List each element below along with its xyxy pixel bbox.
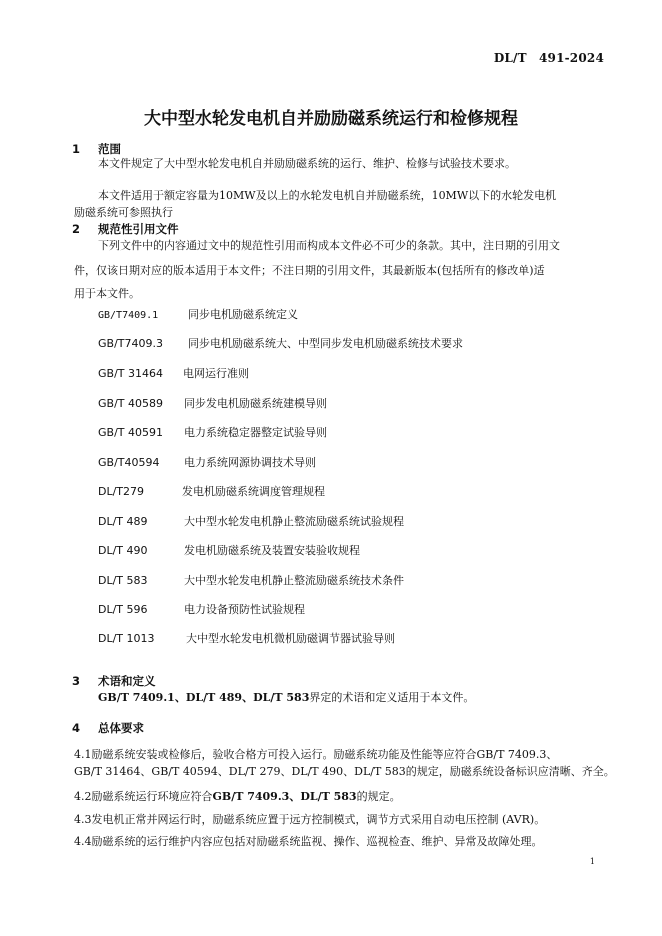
clause-4-2-referenced-standards: GB/T 7409.3、DL/T 583 <box>212 790 357 803</box>
reference-item <box>98 602 305 618</box>
reference-code: DL/T 490 <box>98 544 148 557</box>
reference-title: 发电机励磁系统及装置安装验收规程 <box>184 544 360 557</box>
reference-item <box>98 396 327 412</box>
reference-title: 电网运行准则 <box>183 367 249 380</box>
reference-item <box>98 631 395 647</box>
section-3-para-text: 界定的术语和定义适用于本文件。 <box>309 691 475 704</box>
clause-4-2-text-pre: 4.2励磁系统运行环境应符合 <box>74 790 213 803</box>
reference-code: DL/T279 <box>98 485 145 498</box>
reference-code: DL/T 596 <box>98 603 148 616</box>
clause-4-2-text-post: 的规定。 <box>356 790 401 803</box>
reference-item <box>98 307 298 323</box>
section-1-para-2-line-2: 励磁系统可参照执行 <box>74 206 173 219</box>
page-number: 1 <box>589 857 595 866</box>
section-title: 总体要求 <box>98 721 144 735</box>
reference-title: 同步电机励磁系统大、中型同步发电机励磁系统技术要求 <box>188 337 463 350</box>
section-number: 4 <box>72 721 81 735</box>
clause-4-3: 4.3发电机正常并网运行时，励磁系统应置于远方控制模式，调节方式采用自动电压控制 (AVR)。 <box>74 813 546 826</box>
reference-item <box>98 336 463 352</box>
section-title: 术语和定义 <box>98 674 156 688</box>
section-3-referenced-standards: GB/T 7409.1、DL/T 489、DL/T 583 <box>98 691 310 704</box>
clause-4-1-line-1: 4.1励磁系统安装或检修后，验收合格方可投入运行。励磁系统功能及性能等应符合GB/T 7409.3、 <box>74 748 558 761</box>
reference-title: 电力系统网源协调技术导则 <box>184 456 316 469</box>
clause-4-1-line-2: GB/T 31464、GB/T 40594、DL/T 279、DL/T 490、DL/T 583的规定，励磁系统设备标识应清晰、齐全。 <box>74 765 615 778</box>
reference-title: 发电机励磁系统调度管理规程 <box>182 485 325 498</box>
reference-code: GB/T 40589 <box>98 397 163 410</box>
section-1-para-2-line-1: 本文件适用于额定容量为10MW及以上的水轮发电机自并励磁系统，10MW以下的水轮发电机 <box>98 189 557 202</box>
reference-code: GB/T40594 <box>98 456 160 469</box>
reference-code: GB/T 31464 <box>98 367 163 380</box>
reference-code: GB/T7409.3 <box>98 337 163 350</box>
section-2-para-line-3: 用于本文件。 <box>74 287 140 300</box>
reference-title: 大中型水轮发电机静止整流励磁系统技术条件 <box>184 574 404 587</box>
reference-item <box>98 573 404 589</box>
reference-code: DL/T 1013 <box>98 632 155 645</box>
reference-item <box>98 484 325 500</box>
section-3-heading <box>72 673 156 689</box>
section-title: 范围 <box>98 142 121 156</box>
section-2-para-line-1: 下列文件中的内容通过文中的规范性引用而构成本文件必不可少的条款。其中，注日期的引用文 <box>98 239 560 252</box>
reference-title: 大中型水轮发电机静止整流励磁系统试验规程 <box>184 515 404 528</box>
section-title: 规范性引用文件 <box>98 222 179 236</box>
reference-title: 电力设备预防性试验规程 <box>184 603 305 616</box>
reference-item <box>98 425 327 441</box>
reference-item <box>98 543 360 559</box>
reference-code: GB/T7409.1 <box>98 310 159 321</box>
standard-code: DL/T 491-2024 <box>493 51 604 65</box>
section-number: 1 <box>72 142 81 156</box>
reference-title: 大中型水轮发电机微机励磁调节器试验导则 <box>186 632 395 645</box>
section-2-para-line-2: 件，仅该日期对应的版本适用于本文件；不注日期的引用文件，其最新版本(包括所有的修改单)适 <box>74 264 545 277</box>
clause-4-4: 4.4励磁系统的运行维护内容应包括对励磁系统监视、操作、巡视检查、维护、异常及故障处理。 <box>74 835 543 848</box>
document-title: 大中型水轮发电机自并励励磁系统运行和检修规程 <box>144 109 518 129</box>
reference-item <box>98 455 316 471</box>
reference-title: 同步电机励磁系统定义 <box>188 308 298 321</box>
reference-item <box>98 366 249 382</box>
reference-code: DL/T 583 <box>98 574 148 587</box>
reference-title: 同步发电机励磁系统建模导则 <box>184 397 327 410</box>
section-1-para-1: 本文件规定了大中型水轮发电机自并励励磁系统的运行、维护、检修与试验技术要求。 <box>98 157 516 170</box>
reference-code: DL/T 489 <box>98 515 148 528</box>
reference-item <box>98 514 404 530</box>
reference-title: 电力系统稳定器整定试验导则 <box>184 426 327 439</box>
section-number: 3 <box>72 674 81 688</box>
reference-code: GB/T 40591 <box>98 426 163 439</box>
clause-4-2 <box>74 787 401 807</box>
section-number: 2 <box>72 222 81 236</box>
section-3-para <box>98 688 474 708</box>
section-2-heading <box>72 221 179 237</box>
section-4-heading <box>72 720 144 736</box>
